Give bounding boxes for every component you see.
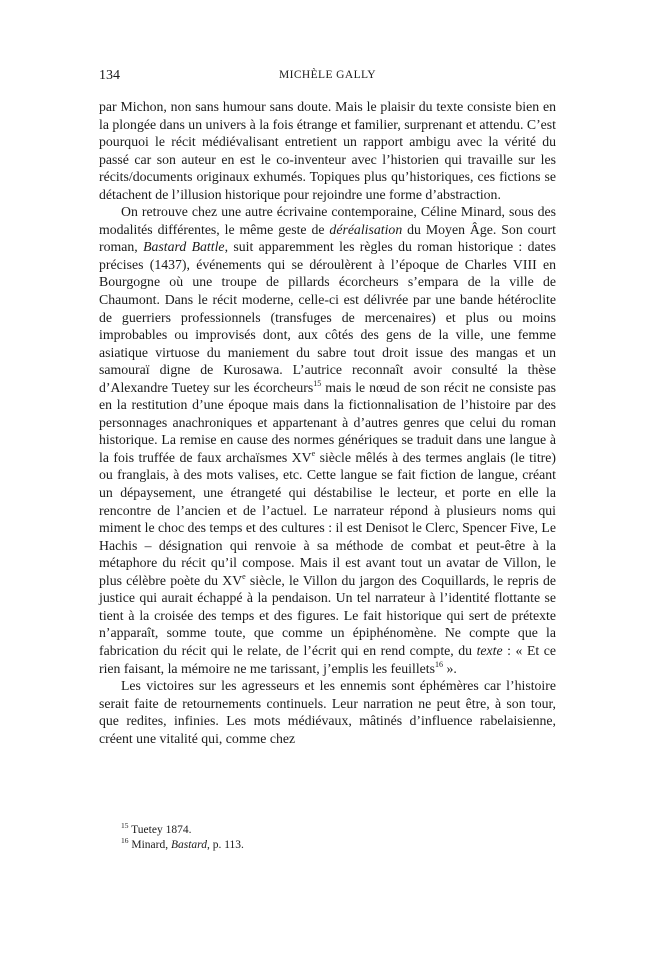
text-run: Les victoires sur les agresseurs et les ennemis sont éphémères car l’histoire serait faite de retournements continuels. Leur narration ne peut être, à son tour, que redites, infinies. Les mots médiévaux, mâtinés d’influence rabelaisienne, créent une vitalité qui, comme chez xyxy=(99,678,556,746)
text-run: siècle, le Villon du jargon des Coquillards, le repris de justice qui aurait échappé à la pendaison. Un tel narrateur à l’identité flottante se tient à la croisée des temps et des figures. Le fait historique qui sert de prétexte n’apparaît, somme toute, que comme un épiphénomène. Ne compte que la fabrication du récit qui le relate, de l’écrit qui en rend compte, du xyxy=(99,572,556,658)
superscript: 16 xyxy=(435,659,444,669)
text-run: du Moyen Âge. Son court roman, xyxy=(99,221,556,255)
running-head: MICHÈLE GALLY xyxy=(279,69,376,81)
superscript: 16 xyxy=(121,836,129,845)
paragraph xyxy=(99,677,556,747)
italic-text: Bastard xyxy=(170,839,207,851)
body-text xyxy=(99,98,556,747)
text-run: ». xyxy=(443,660,457,676)
text-run: par Michon, non sans humour sans doute. Mais le plaisir du texte consiste bien en la plongée dans un univers à la fois étrange et familier, surprenant et attendu. C’est pourquoi le récit médiévalisant entretient un rapport ambigu avec la vérité du passé car son auteur en est le co-inventeur avec l’historien qui travaille sur les récits/documents originaux exhumés. Topiques plus qu’historiques, ces fictions se détachent de l’illusion historique pour rejoindre une forme d’abstraction. xyxy=(99,99,556,202)
italic-text: déréalisation xyxy=(329,221,403,237)
text-run: mais le nœud de son récit ne consiste pas en la restitution d’une époque mais dans la fictionnalisation de l’histoire par des personnages anachroniques et appartenant à d’autres genres que celui du roman historique. La remise en cause des normes génériques se traduit dans une langue à la fois truffée de faux archaïsmes XV xyxy=(99,379,556,465)
text-run: Tuetey 1874. xyxy=(128,824,192,836)
superscript: 15 xyxy=(121,821,129,830)
paragraph xyxy=(99,98,556,203)
text-run: , suit apparemment les règles du roman historique : dates précises (1437), événements qui se déroulèrent à l’époque de Charles VIII en Bourgogne où une troupe de pillards écorcheurs s’empara de la ville de Chaumont. Dans le récit moderne, celle-ci est délivrée par une bande hétéroclite de guerriers professionnels (transfuges de mercenaires) et plus ou moins improbables ou improvisés dont, aux côtés des gens de la ville, une femme asiatique virtuose du maniement du sabre tout droit issue des mangas et un samouraï digne de Kurosawa. L’autrice reconnaît avoir consulté la thèse d’Alexandre Tuetey sur les écorcheurs xyxy=(99,239,556,395)
footnote xyxy=(121,838,541,853)
italic-text: texte xyxy=(476,642,503,658)
text-run: Minard, xyxy=(128,839,171,851)
footnotes xyxy=(121,823,541,853)
paragraph xyxy=(99,203,556,677)
footnote xyxy=(121,823,541,838)
superscript: 15 xyxy=(313,378,322,388)
italic-text: Bastard Battle xyxy=(143,239,225,255)
superscript: e xyxy=(242,571,246,581)
page-header xyxy=(99,68,556,86)
superscript: e xyxy=(311,448,316,458)
text-run: : « Et ce rien faisant, la mémoire ne me tarissant, j’emplis les feuillets xyxy=(99,642,556,676)
text-run: , p. 113. xyxy=(206,839,244,851)
text-run: On retrouve chez une autre écrivaine contemporaine, Céline Minard, sous des modalités différentes, le même geste de xyxy=(99,204,556,237)
text-run: siècle mêlés à des termes anglais (le titre) ou franglais, à des mots valises, etc. Cette langue se fait fiction de langue, créant un dépaysement, une étrangeté qui déstabilise le lecteur, et porte en elle la rencontre de l’ancien et de l’actuel. Le narrateur répond à plusieurs noms qui miment le choc des temps et des cultures : il est Denisot le Clerc, Spencer Five, Le Hachis – désignation qui renvoie à sa méthode de combat et peut-être à la métaphore du récit qu’il compose. Mais il est avant tout un avatar de Villon, le plus célèbre poète du XV xyxy=(99,449,556,588)
page-number: 134 xyxy=(99,68,120,83)
